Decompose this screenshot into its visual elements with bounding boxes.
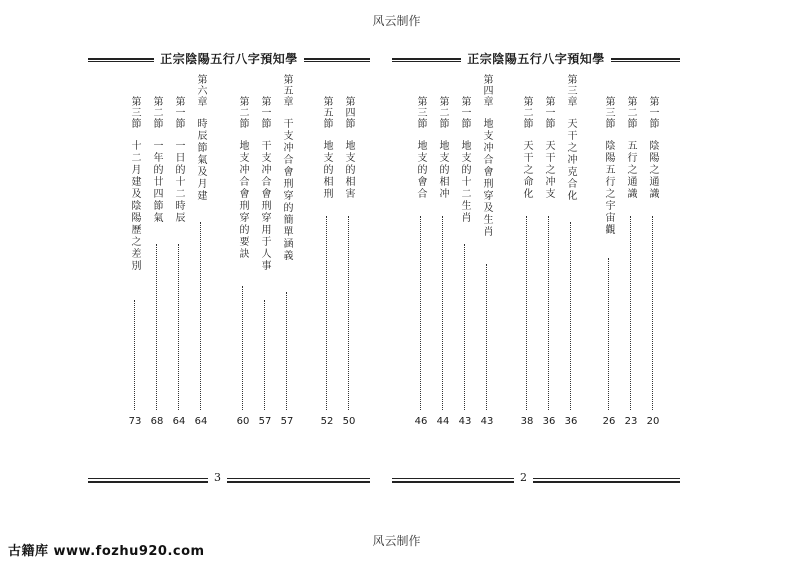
toc-entry[interactable] [436, 96, 450, 480]
toc-page-number: 68 [150, 416, 164, 427]
toc-leader [178, 244, 179, 410]
toc-leader [326, 216, 327, 410]
toc-entry[interactable] [646, 96, 660, 480]
toc-page-number: 44 [436, 416, 450, 427]
left-page-footer [88, 470, 370, 492]
toc-label: 第五節 [321, 96, 332, 129]
toc-leader [526, 216, 527, 410]
toc-label: 第三節 [415, 96, 426, 129]
toc-page-number: 38 [520, 416, 534, 427]
toc-leader [348, 216, 349, 410]
toc-title: 干支冲合會刑穿用于人事 [259, 140, 270, 272]
toc-page-number: 52 [320, 416, 334, 427]
toc-title: 天干之冲支 [543, 140, 554, 200]
toc-title: 干支冲合會刑穿的簡單涵義 [281, 118, 292, 262]
toc-leader [608, 258, 609, 410]
toc-page-number: 73 [128, 416, 142, 427]
toc-leader [630, 216, 631, 410]
toc-page-number: 43 [458, 416, 472, 427]
toc-leader [570, 222, 571, 410]
toc-label: 第二節 [437, 96, 448, 129]
watermark-top: 风云制作 [372, 14, 421, 28]
toc-page-number: 26 [602, 416, 616, 427]
toc-label: 第三節 [129, 96, 140, 129]
toc-entry[interactable] [342, 96, 356, 480]
toc-title: 時辰節氣及月建 [195, 118, 206, 202]
toc-label: 第六章 [195, 74, 206, 107]
toc-leader [156, 244, 157, 410]
toc-label: 第四節 [343, 96, 354, 129]
toc-leader [486, 264, 487, 410]
toc-leader [264, 300, 265, 410]
watermark-bottom: 风云制作 [372, 534, 421, 548]
toc-leader [134, 300, 135, 410]
toc-page-number: 60 [236, 416, 250, 427]
toc-title: 地支的相刑 [321, 140, 332, 200]
right-page-number: 2 [514, 471, 533, 484]
toc-leader [420, 216, 421, 410]
toc-page-number: 57 [258, 416, 272, 427]
toc-entry[interactable] [542, 96, 556, 480]
toc-chapter[interactable] [480, 74, 494, 458]
toc-leader [442, 216, 443, 410]
toc-page-number: 43 [480, 416, 494, 427]
toc-chapter[interactable] [280, 74, 294, 458]
toc-entry[interactable] [172, 96, 186, 480]
toc-page-number: 23 [624, 416, 638, 427]
toc-entry[interactable] [236, 96, 250, 480]
toc-title: 陰陽五行之宇宙觀 [603, 140, 614, 236]
toc-title: 一年的廿四節氣 [151, 140, 162, 224]
toc-title: 天干之命化 [521, 140, 532, 200]
toc-leader [200, 222, 201, 410]
toc-label: 第一節 [173, 96, 184, 129]
toc-leader [464, 244, 465, 410]
toc-title: 地支冲合會刑穿的要訣 [237, 140, 248, 260]
toc-title: 十二月建及陰陽歷之差別 [129, 140, 140, 272]
right-page-footer [392, 470, 680, 492]
toc-label: 第四章 [481, 74, 492, 107]
toc-title: 一日的十二時辰 [173, 140, 184, 224]
toc-entry[interactable] [320, 96, 334, 480]
toc-leader [286, 292, 287, 410]
toc-entry[interactable] [414, 96, 428, 480]
left-page [88, 44, 370, 494]
toc-title: 地支冲合會刑穿及生肖 [481, 118, 492, 238]
toc-title: 陰陽之通識 [647, 140, 658, 200]
left-page-number: 3 [208, 471, 227, 484]
toc-page-number: 20 [646, 416, 660, 427]
toc-page-number: 36 [564, 416, 578, 427]
toc-label: 第一節 [543, 96, 554, 129]
toc-page-number: 64 [172, 416, 186, 427]
toc-leader [548, 216, 549, 410]
right-page-header [392, 44, 680, 70]
toc-title: 天干之冲克合化 [565, 118, 576, 202]
toc-chapter[interactable] [564, 74, 578, 458]
toc-leader [242, 286, 243, 410]
toc-title: 地支的相冲 [437, 140, 448, 200]
right-page [392, 44, 680, 494]
toc-label: 第二節 [625, 96, 636, 129]
toc-label: 第一節 [459, 96, 470, 129]
toc-entry[interactable] [258, 96, 272, 480]
toc-leader [652, 216, 653, 410]
toc-page-number: 46 [414, 416, 428, 427]
toc-label: 第三節 [603, 96, 614, 129]
toc-title: 五行之通識 [625, 140, 636, 200]
toc-label: 第三章 [565, 74, 576, 107]
toc-title: 地支的十二生肖 [459, 140, 470, 224]
toc-page-number: 50 [342, 416, 356, 427]
toc-entry[interactable] [458, 96, 472, 480]
toc-entry[interactable] [150, 96, 164, 480]
site-label: 古籍库 www.fozhu920.com [8, 544, 205, 559]
toc-page-number: 57 [280, 416, 294, 427]
toc-page-number: 64 [194, 416, 208, 427]
toc-label: 第一節 [259, 96, 270, 129]
right-book-title: 正宗陰陽五行八字預知學 [461, 52, 611, 66]
left-page-header [88, 44, 370, 70]
toc-label: 第二節 [151, 96, 162, 129]
left-book-title: 正宗陰陽五行八字預知學 [154, 52, 304, 66]
toc-entry[interactable] [128, 96, 142, 480]
toc-title: 地支的會合 [415, 140, 426, 200]
toc-title: 地支的相害 [343, 140, 354, 200]
toc-entry[interactable] [602, 96, 616, 480]
toc-label: 第五章 [281, 74, 292, 107]
toc-label: 第一節 [647, 96, 658, 129]
toc-page-number: 36 [542, 416, 556, 427]
toc-label: 第二節 [521, 96, 532, 129]
toc-entry[interactable] [520, 96, 534, 480]
toc-entry[interactable] [624, 96, 638, 480]
toc-chapter[interactable] [194, 74, 208, 458]
toc-label: 第二節 [237, 96, 248, 129]
